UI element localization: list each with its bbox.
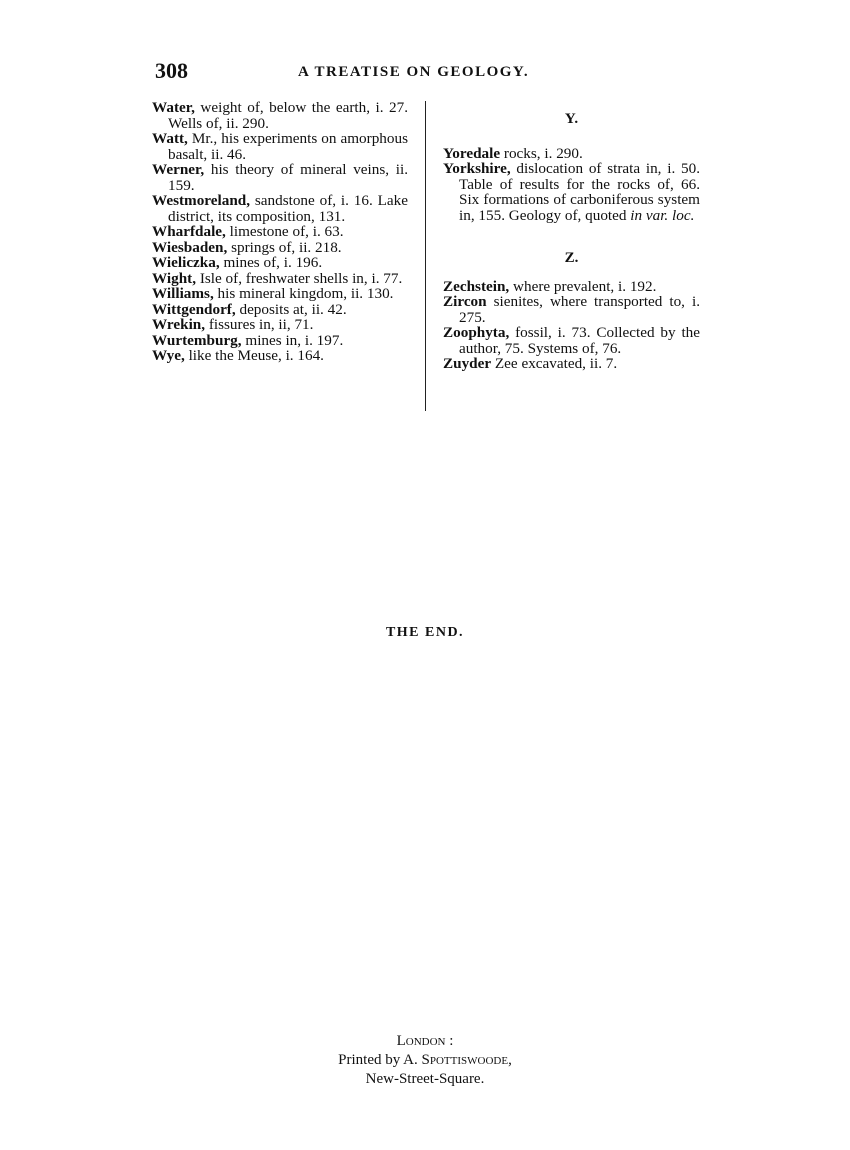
entry-headword: Watt, [152,130,188,147]
index-entry [152,333,408,349]
entry-headword: Werner, [152,161,205,178]
entry-text: sandstone of, i. 16. Lake district, its composition, 131. [168,192,408,225]
index-entry [443,294,700,325]
y-entries [443,146,700,224]
entry-headword: Yorkshire, [443,160,511,177]
entry-headword: Westmoreland, [152,192,251,209]
index-entry [152,193,408,224]
entry-headword: Wight, [152,269,197,287]
index-entry [152,131,408,162]
entry-headword: Zircon [443,293,487,310]
index-entry [152,271,408,287]
entry-text: where prevalent, i. 192. [509,277,657,295]
index-entry [443,325,700,356]
entry-text: fissures in, ii, 71. [205,316,314,333]
entry-text: his theory of mineral veins, ii. 159. [168,161,408,194]
entry-text: mines in, i. 197. [241,331,344,349]
entry-headword: Water, [152,99,195,116]
index-entry [152,286,408,302]
index-entry [152,240,408,256]
entry-text: Zee excavated, ii. 7. [491,355,618,372]
entry-headword: Yoredale [443,144,501,162]
entry-text: sienites, where transported to, i. 275. [459,293,700,326]
index-entry [443,146,700,162]
entry-text: rocks, i. 290. [500,144,583,162]
entry-headword: Wiesbaden, [152,238,228,256]
section-heading-z: Z. [564,250,579,266]
index-left-column [152,100,408,364]
entry-headword: Zuyder [443,355,492,372]
entry-headword: Williams, [152,285,214,302]
index-entry [152,302,408,318]
imprint-printer: Printed by A. Spottiswoode, [338,1052,512,1068]
index-entry [443,279,700,295]
entry-text: weight of, below the earth, i. 27. Wells of, ii. 290. [168,99,408,132]
entry-text: Mr., his experiments on amorphous basalt, ii. 46. [168,130,408,163]
entry-text: dislocation of strata in, i. 50. Table of results for the rocks of, 66. Six formations of carboniferous system in, 155. Geology of, quoted [459,160,700,224]
section-heading-y: Y. [564,111,579,127]
index-entry [443,356,700,372]
index-right-column [443,112,700,372]
z-entries [443,279,700,372]
entry-headword: Zechstein, [443,277,510,295]
index-entry [152,348,408,364]
entry-text: Isle of, freshwater shells in, i. 77. [196,269,403,287]
index-entry [152,255,408,271]
entry-headword: Zoophyta, [443,324,510,341]
entry-headword: Wye, [152,347,185,364]
index-entry [152,317,408,333]
index-entry [443,161,700,223]
entry-headword: Wharfdale, [152,223,226,240]
entry-headword: Wieliczka, [152,254,220,271]
entry-text: deposits at, ii. 42. [235,300,347,318]
entry-text: limestone of, i. 63. [225,223,344,240]
entry-headword: Wittgendorf, [152,300,236,318]
index-entry [152,162,408,193]
column-divider [425,101,426,411]
entry-text: like the Meuse, i. 164. [184,347,324,364]
page-number: 308 [155,58,188,83]
entry-text: his mineral kingdom, ii. 130. [213,285,394,302]
index-entry [152,100,408,131]
entry-text: fossil, i. 73. Collected by the author, 75. Systems of, 76. [459,324,700,357]
index-entry [152,224,408,240]
entry-text: mines of, i. 196. [219,254,323,271]
imprint-city: London : [396,1033,454,1049]
printer-imprint [0,1032,850,1089]
running-head: A TREATISE ON GEOLOGY. [298,64,530,80]
entry-text: springs of, ii. 218. [227,238,342,256]
imprint-address: New-Street-Square. [365,1071,485,1087]
the-end: THE END. [385,625,465,640]
entry-headword: Wurtemburg, [152,331,242,349]
entry-headword: Wrekin, [152,316,206,333]
entry-italic-text: in var. loc. [630,206,695,224]
